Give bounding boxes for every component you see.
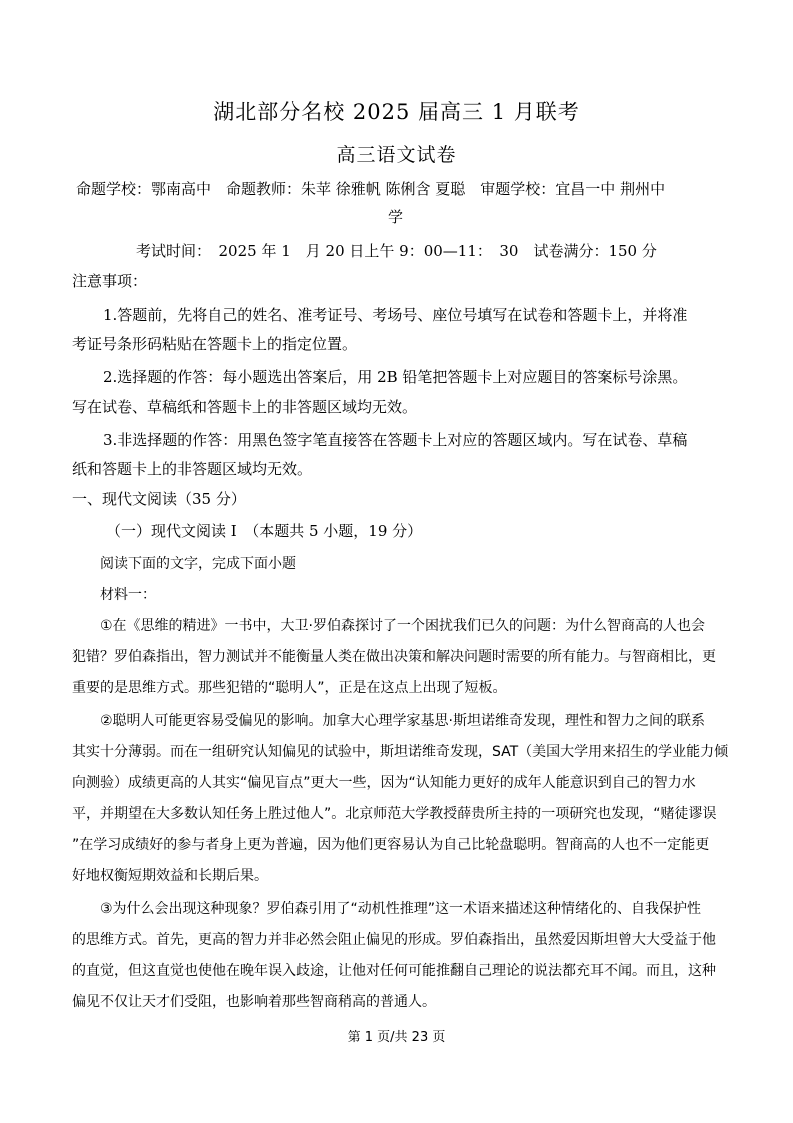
exam-subtitle: 高三语文试卷 bbox=[336, 144, 457, 166]
paragraph-1-line: 犯错？罗伯森指出，智力测试并不能衡量人类在做出决策和解决问题时需要的所有能力。与智商相比，更 bbox=[72, 649, 716, 665]
exam-title: 湖北部分名校 2025 届高三 1 月联考 bbox=[213, 100, 580, 124]
notice-item-3-cont: 纸和答题卡上的非答题区域均无效。 bbox=[72, 460, 313, 478]
paragraph-1-line: ①在《思维的精进》一书中，大卫·罗伯森探讨了一个困扰我们已久的问题：为什么智商高的人也会 bbox=[100, 618, 705, 634]
paragraph-2-line: 好地权衡短期效益和长期后果。 bbox=[72, 868, 268, 884]
authors-line: 命题学校：鄂南高中 命题教师：朱苹 徐雅帆 陈俐含 夏聪 审题学校：宜昌一中 荆州中 bbox=[76, 180, 666, 198]
paragraph-2-line: ②聪明人可能更容易受偏见的影响。加拿大心理学家基思·斯坦诺维奇发现，理性和智力之间的联系 bbox=[100, 713, 705, 729]
reading-instruction: 阅读下面的文字，完成下面小题 bbox=[100, 556, 296, 572]
paragraph-3-line: 的思维方式。首先，更高的智力并非必然会阻止偏见的形成。罗伯森指出，虽然爱因斯坦曾大大受益于他 bbox=[72, 932, 716, 948]
notice-item-2: 2.选择题的作答：每小题选出答案后，用 2B 铅笔把答题卡上对应题目的答案标号涂黑。 bbox=[103, 368, 688, 386]
notice-item-3: 3.非选择题的作答：用黑色签字笔直接答在答题卡上对应的答题区域内。写在试卷、草稿 bbox=[103, 431, 688, 449]
paragraph-2-line: 其实十分薄弱。而在一组研究认知偏见的试验中，斯坦诺维奇发现，SAT（美国大学用来招生的学业能力倾 bbox=[72, 744, 729, 760]
paragraph-2-line: 向测验）成绩更高的人其实“偏见盲点”更大一些，因为“认知能力更好的成年人能意识到自己的智力水 bbox=[72, 775, 696, 791]
paragraph-2-line: ”在学习成绩好的参与者身上更为普遍，因为他们更容易认为自己比轮盘聪明。智商高的人也不一定能更 bbox=[72, 837, 710, 853]
paragraph-2-line: 平，并期望在大多数认知任务上胜过他人”。北京师范大学教授薛贵所主持的一项研究也发现，“赌徒谬误 bbox=[72, 806, 717, 822]
page-number: 第 1 页/共 23 页 bbox=[347, 1030, 446, 1045]
notice-item-1: 1.答题前，先将自己的姓名、准考证号、考场号、座位号填写在试卷和答题卡上，并将准 bbox=[103, 306, 688, 324]
paragraph-3-line: 偏见不仅让天才们受阻，也影响着那些智商稍高的普通人。 bbox=[72, 994, 436, 1010]
paragraph-3-line: 的直觉，但这直觉也使他在晚年误入歧途，让他对任何可能推翻自己理论的说法都充耳不闻。而且，这种 bbox=[72, 963, 716, 979]
notice-item-2-cont: 写在试卷、草稿纸和答题卡上的非答题区域均无效。 bbox=[72, 398, 418, 416]
notice-heading: 注意事项： bbox=[72, 272, 148, 290]
paragraph-3-line: ③为什么会出现这种现象？罗伯森引用了“动机性推理”这一术语来描述这种情绪化的、自我保护性 bbox=[100, 901, 702, 917]
section-heading: 一、现代文阅读（35 分） bbox=[72, 490, 246, 508]
paragraph-1-line: 重要的是思维方式。那些犯错的“聪明人”，正是在这点上出现了短板。 bbox=[72, 680, 507, 696]
exam-info: 考试时间： 2025 年 1 月 20 日上午 9：00—11： 30 试卷满分：150 分 bbox=[136, 242, 657, 260]
section-subheading: （一）现代文阅读 I （本题共 5 小题，19 分） bbox=[106, 522, 423, 540]
authors-line-cont: 学 bbox=[388, 208, 404, 226]
material-label: 材料一： bbox=[100, 587, 156, 603]
notice-item-1-cont: 考证号条形码粘贴在答题卡上的指定位置。 bbox=[72, 335, 358, 353]
